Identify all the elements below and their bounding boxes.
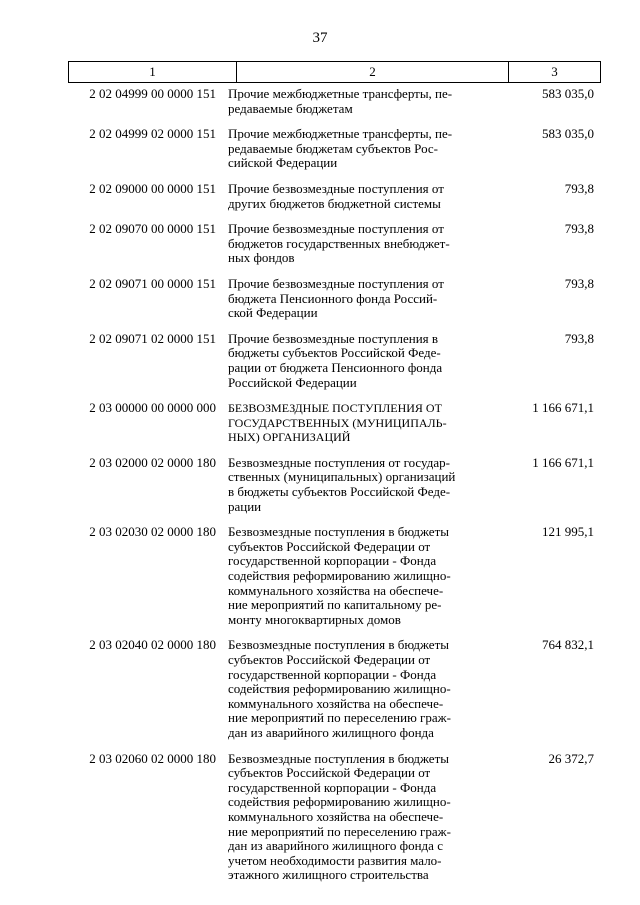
table-row <box>0 127 640 171</box>
budget-code: 2 02 09000 00 0000 151 <box>89 180 216 196</box>
revenue-description: Прочие межбюджетные трансферты, пе- редаваемые бюджетам <box>228 86 453 116</box>
revenue-description: Прочие безвозмездные поступления от бюджета Пенсионного фонда Россий- ской Федерации <box>228 275 444 321</box>
table-row <box>0 182 640 211</box>
amount: 793,8 <box>564 180 594 196</box>
amount: 1 166 671,1 <box>532 454 594 470</box>
amount: 793,8 <box>564 275 594 291</box>
table-row <box>0 87 640 116</box>
amount: 26 372,7 <box>548 750 594 766</box>
revenue-description: БЕЗВОЗМЕЗДНЫЕ ПОСТУПЛЕНИЯ ОТ ГОСУДАРСТВЕННЫХ (МУНИЦИПАЛЬ- НЫХ) ОРГАНИЗАЦИЙ <box>228 401 447 445</box>
table-row <box>0 401 640 445</box>
revenue-description: Прочие безвозмездные поступления от других бюджетов бюджетной системы <box>228 180 444 211</box>
budget-code: 2 02 04999 02 0000 151 <box>89 126 216 142</box>
table-row <box>0 752 640 883</box>
column-header-2: 2 <box>237 62 509 83</box>
budget-code: 2 03 02030 02 0000 180 <box>89 524 216 540</box>
column-header-3: 3 <box>509 62 601 83</box>
budget-code: 2 02 09071 00 0000 151 <box>89 275 216 291</box>
column-header-table <box>68 61 601 83</box>
revenue-description: Безвозмездные поступления от государ- ственных (муниципальных) организаций в бюджеты субъектов Российской Феде- рации <box>228 454 456 514</box>
revenue-description: Безвозмездные поступления в бюджеты субъектов Российской Федерации от государственной корпорации - Фонда содействия реформированию жилищно- коммунального хозяйства на обеспече- ние мероприятий по переселению граж- дан из аварийного жилищного фонда <box>228 637 451 740</box>
revenue-description: Прочие безвозмездные поступления в бюджеты субъектов Российской Феде- рации от бюджета Пенсионного фонда Российской Федерации <box>228 330 443 390</box>
revenue-description: Прочие безвозмездные поступления от бюджетов государственных внебюджет- ных фондов <box>228 221 450 266</box>
amount: 121 995,1 <box>542 524 594 540</box>
revenue-description: Прочие межбюджетные трансферты, пе- редаваемые бюджетам субъектов Рос- сийской Федерации <box>228 126 453 171</box>
column-header-1: 1 <box>69 62 237 83</box>
budget-code: 2 02 09071 02 0000 151 <box>89 330 216 346</box>
budget-code: 2 03 02040 02 0000 180 <box>89 637 216 653</box>
budget-code: 2 03 02000 02 0000 180 <box>89 454 216 470</box>
table-row <box>0 525 640 627</box>
table-row <box>0 332 640 390</box>
table-row <box>0 277 640 321</box>
budget-code: 2 03 00000 00 0000 000 <box>89 400 216 416</box>
amount: 793,8 <box>564 221 594 237</box>
amount: 583 035,0 <box>542 126 594 142</box>
table-row <box>0 456 640 514</box>
table-row <box>0 222 640 266</box>
amount: 1 166 671,1 <box>532 400 594 416</box>
revenue-description: Безвозмездные поступления в бюджеты субъектов Российской Федерации от государственной корпорации - Фонда содействия реформированию жилищно- коммунального хозяйства на обеспече- ние мероприятий по капитальному ре- монту многоквартирных домов <box>228 524 451 627</box>
table-row <box>0 638 640 740</box>
amount: 793,8 <box>564 330 594 346</box>
amount: 764 832,1 <box>542 637 594 653</box>
amount: 583 035,0 <box>542 86 594 101</box>
budget-code: 2 03 02060 02 0000 180 <box>89 750 216 766</box>
budget-rows <box>0 87 640 894</box>
page-number: 37 <box>312 30 328 46</box>
budget-code: 2 02 04999 00 0000 151 <box>89 86 216 101</box>
revenue-description: Безвозмездные поступления в бюджеты субъектов Российской Федерации от государственной корпорации - Фонда содействия реформированию жилищно- коммунального хозяйства на обеспече- ние мероприятий по переселению граж- дан из аварийного жилищного фонда с учетом необходимости развития мало- этажного жилищного строительства <box>228 750 451 883</box>
budget-code: 2 02 09070 00 0000 151 <box>89 221 216 237</box>
